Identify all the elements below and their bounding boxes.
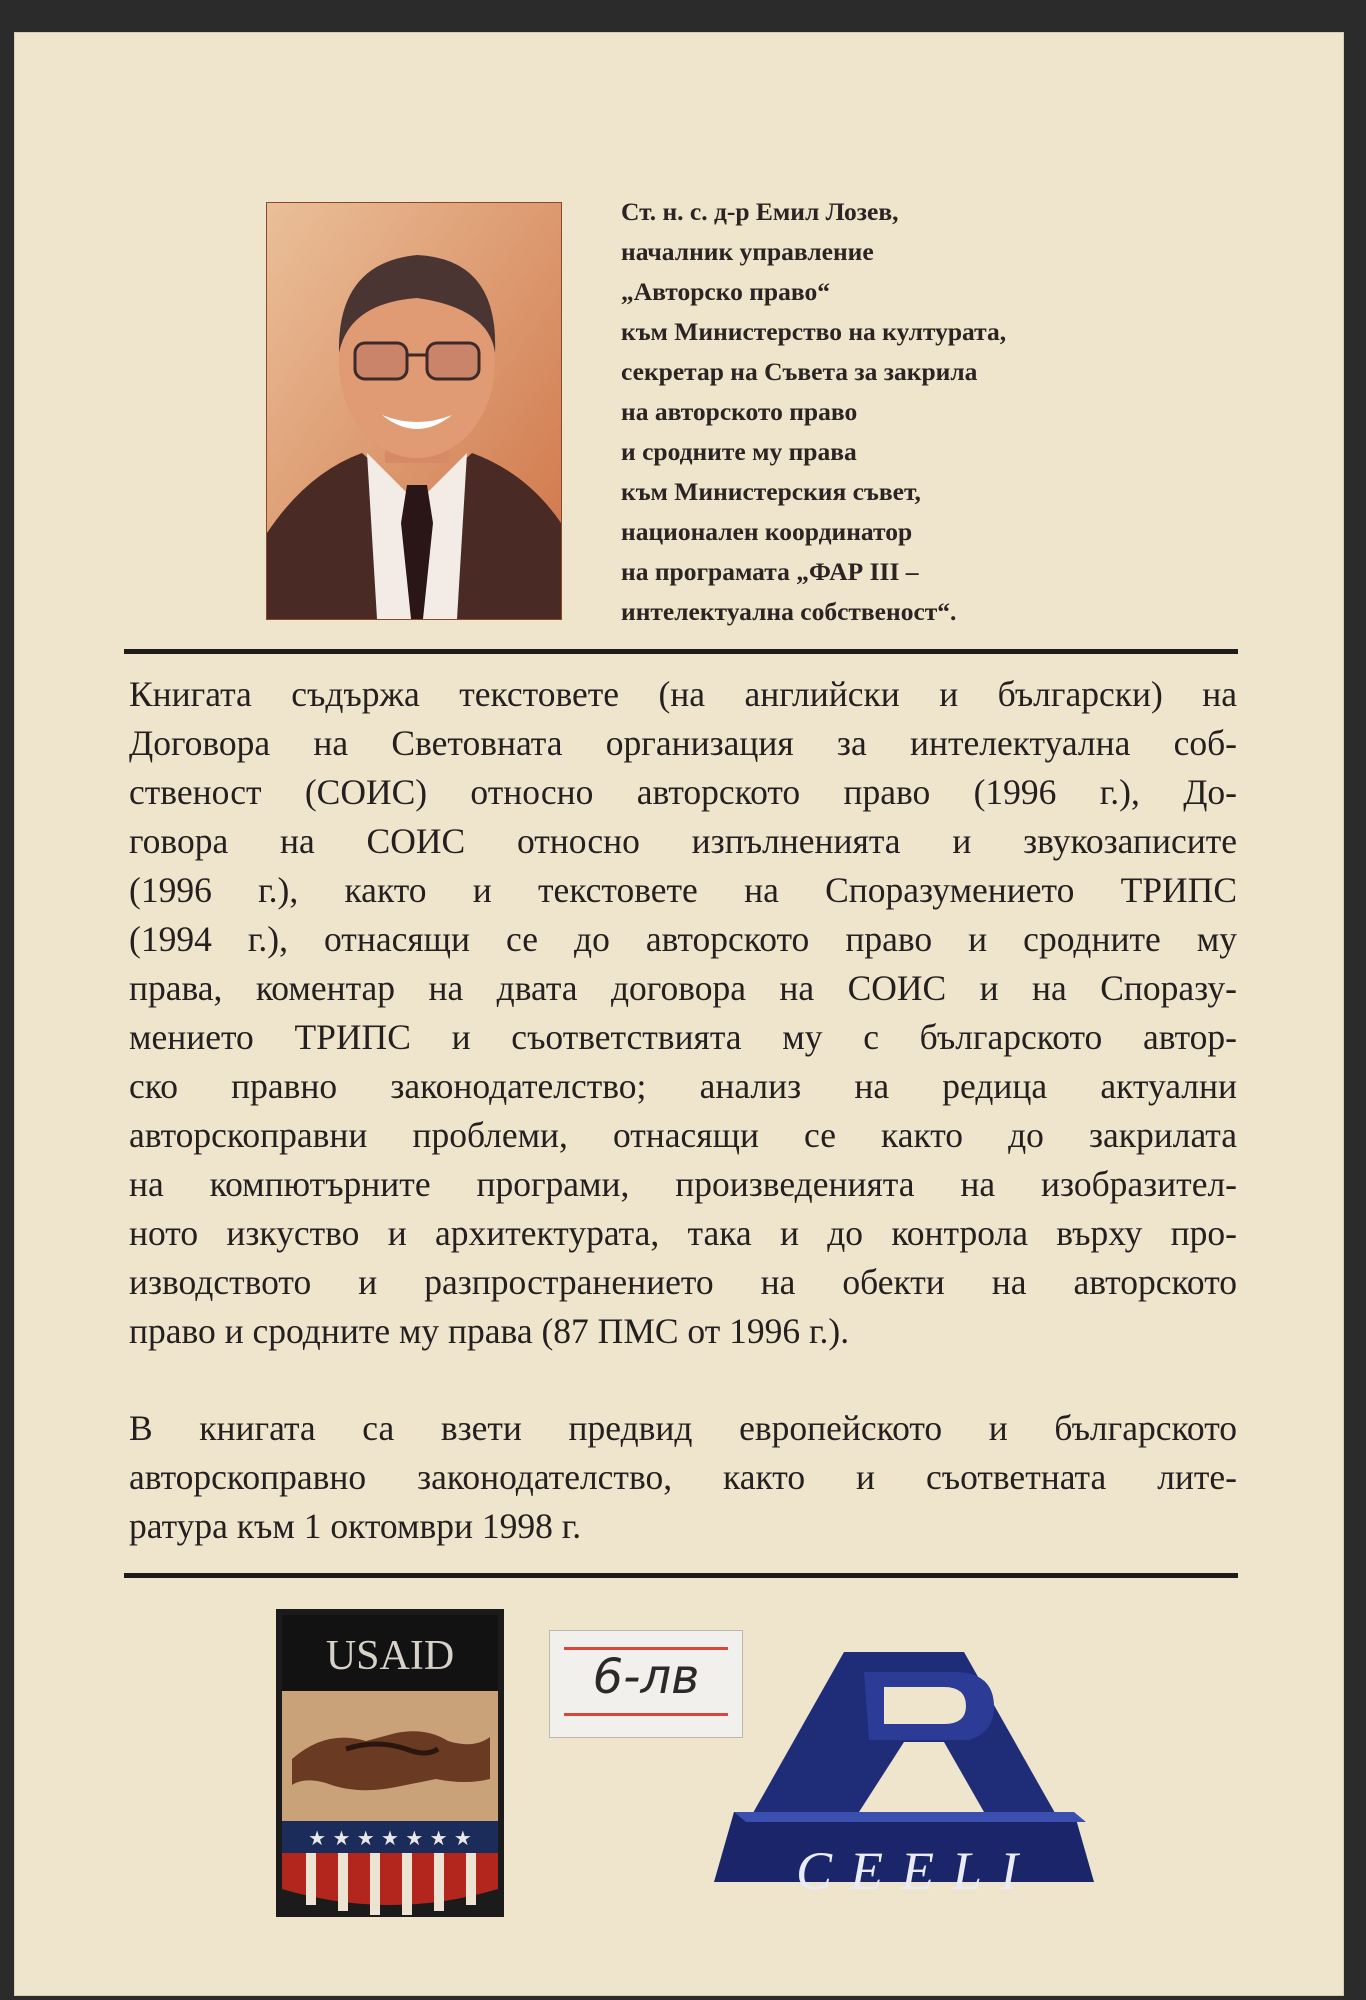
description-line: изводството и разпространението на обекти на авторското <box>129 1262 1237 1302</box>
description-line: авторскоправни проблеми, отнасящи се както до закрилата <box>129 1115 1237 1155</box>
description-line: право и сродните му права (87 ПМС от 1996 г.). <box>129 1311 850 1351</box>
aba-ceeli-logo <box>694 1632 1114 1902</box>
description-line: (1994 г.), отнасящи се до авторското право и сродните му <box>129 919 1237 959</box>
description-line: ното изкуство и архитектурата, така и до контрола върху про- <box>129 1213 1237 1253</box>
book-note <box>129 1404 1237 1551</box>
svg-text:★ ★ ★ ★ ★ ★ ★: ★ ★ ★ ★ ★ ★ ★ <box>308 1826 472 1850</box>
description-line: ско правно законодателство; анализ на редица актуални <box>129 1066 1237 1106</box>
note-line: В книгата са взети предвид европейското и българското <box>129 1408 1237 1448</box>
divider-bottom <box>124 1573 1238 1578</box>
handwritten-price: 6-лв <box>592 1649 700 1705</box>
bio-line: интелектуална собственост“. <box>621 597 957 626</box>
description-line: Договора на Световната организация за интелектуална соб- <box>129 723 1237 763</box>
description-line: ственост (СОИС) относно авторското право (1996 г.), До- <box>129 772 1237 812</box>
description-line: права, коментар на двата договора на СОИС и на Споразу- <box>129 968 1237 1008</box>
description-line: мението ТРИПС и съответствията му с българското автор- <box>129 1017 1237 1057</box>
bio-line: национален координатор <box>621 517 913 546</box>
bio-line: „Авторско право“ <box>621 277 830 306</box>
bio-line: Ст. н. с. д-р Емил Лозев, <box>621 197 899 226</box>
ceeli-wordmark: CEELI <box>795 1841 1036 1901</box>
note-line: ратура към 1 октомври 1998 г. <box>129 1506 582 1546</box>
bio-line: и сродните му права <box>621 437 857 466</box>
usaid-logo <box>276 1609 504 1917</box>
bio-line: на програмата „ФАР III – <box>621 557 919 586</box>
description-line: Книгата съдържа текстовете (на английски и български) на <box>129 674 1237 714</box>
note-line: авторскоправно законодателство, както и съответната лите- <box>129 1457 1237 1497</box>
description-line: (1996 г.), както и текстовете на Споразумението ТРИПС <box>129 870 1237 910</box>
author-portrait-photo <box>266 202 562 620</box>
bio-line: към Министерския съвет, <box>621 477 921 506</box>
bio-line: на авторското право <box>621 397 858 426</box>
bio-line: към Министерство на културата, <box>621 317 1007 346</box>
book-description <box>129 670 1237 1356</box>
description-line: на компютърните програми, произведенията на изобразител- <box>129 1164 1237 1204</box>
divider-top <box>124 649 1238 654</box>
author-bio <box>621 192 1141 632</box>
usaid-wordmark: USAID <box>325 1633 455 1679</box>
book-back-cover <box>14 32 1344 1996</box>
bio-line: началник управление <box>621 237 874 266</box>
bio-line: секретар на Съвета за закрила <box>621 357 978 386</box>
description-line: говора на СОИС относно изпълненията и звукозаписите <box>129 821 1237 861</box>
